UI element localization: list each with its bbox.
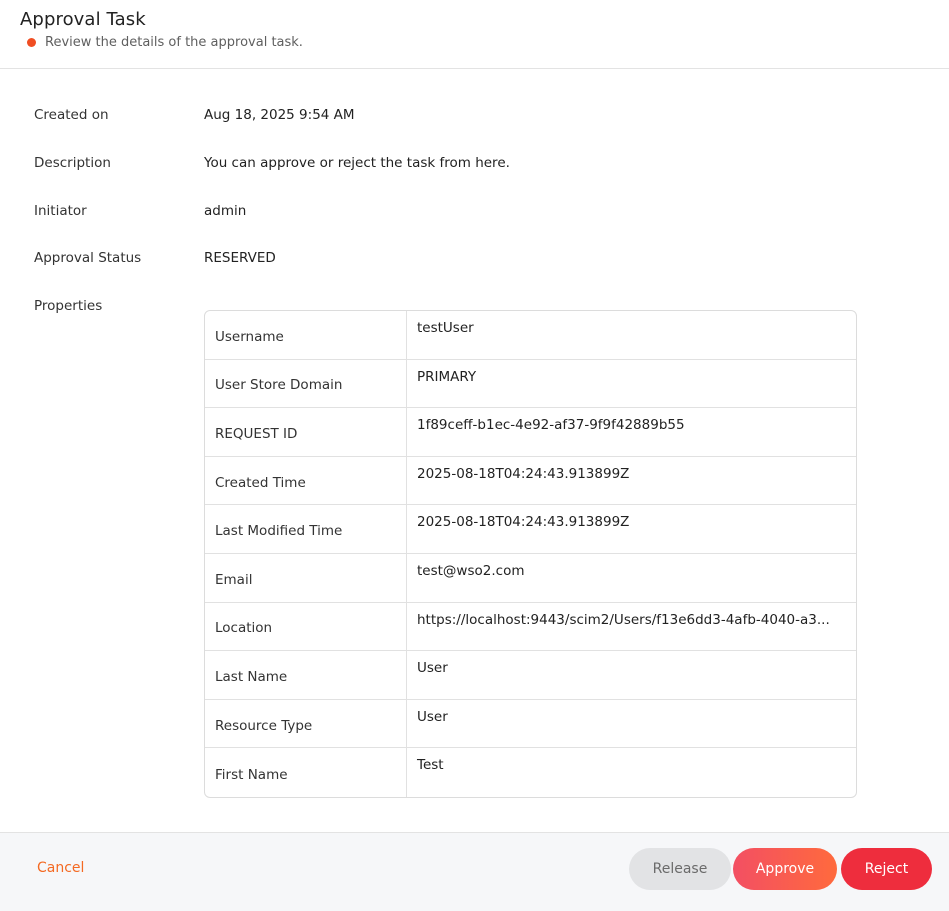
property-key: Last Name <box>205 651 407 699</box>
table-row <box>205 748 856 797</box>
reject-button[interactable]: Reject <box>841 848 932 890</box>
approval-status-value: RESERVED <box>204 250 276 266</box>
table-row <box>205 700 856 749</box>
property-value: 2025-08-18T04:24:43.913899Z <box>417 465 630 482</box>
property-key: First Name <box>205 748 407 797</box>
approval-status-label: Approval Status <box>34 250 142 266</box>
table-row <box>205 651 856 700</box>
property-key: REQUEST ID <box>205 408 407 456</box>
property-key: User Store Domain <box>205 360 407 408</box>
property-value: testUser <box>417 320 474 336</box>
cancel-link[interactable]: Cancel <box>37 860 85 876</box>
table-row <box>205 505 856 554</box>
property-key: Username <box>205 311 407 359</box>
property-value: PRIMARY <box>417 368 477 385</box>
table-row <box>205 360 856 409</box>
property-value: User <box>417 708 448 725</box>
table-row <box>205 554 856 603</box>
table-row <box>205 603 856 652</box>
description-value: You can approve or reject the task from here. <box>204 155 510 171</box>
description-label: Description <box>34 155 111 171</box>
approve-button[interactable]: Approve <box>733 848 837 890</box>
release-button[interactable]: Release <box>629 848 731 890</box>
initiator-label: Initiator <box>34 203 87 219</box>
modal-header <box>0 0 949 69</box>
property-value: Test <box>417 757 444 774</box>
created-on-value: Aug 18, 2025 9:54 AM <box>204 107 355 123</box>
modal-footer <box>0 832 949 911</box>
table-row <box>205 457 856 506</box>
modal-subtitle <box>27 35 303 50</box>
property-value: 1f89ceff-b1ec-4e92-af37-9f9f42889b55 <box>417 417 685 434</box>
properties-label: Properties <box>34 298 103 314</box>
properties-table <box>204 310 857 798</box>
table-row <box>205 311 856 360</box>
modal-title: Approval Task <box>20 9 146 30</box>
table-row <box>205 408 856 457</box>
status-dot-icon <box>27 38 36 47</box>
initiator-value: admin <box>204 203 247 219</box>
created-on-label: Created on <box>34 107 109 123</box>
property-key: Email <box>205 554 407 602</box>
property-key: Created Time <box>205 457 407 505</box>
property-value: 2025-08-18T04:24:43.913899Z <box>417 514 630 531</box>
property-key: Last Modified Time <box>205 505 407 553</box>
property-key: Resource Type <box>205 700 407 748</box>
property-value: User <box>417 660 448 677</box>
subtitle-text: Review the details of the approval task. <box>45 35 303 50</box>
property-value: https://localhost:9443/scim2/Users/f13e6dd3-4afb-4040-a3... <box>417 611 830 628</box>
property-value: test@wso2.com <box>417 562 525 579</box>
property-key: Location <box>205 603 407 651</box>
